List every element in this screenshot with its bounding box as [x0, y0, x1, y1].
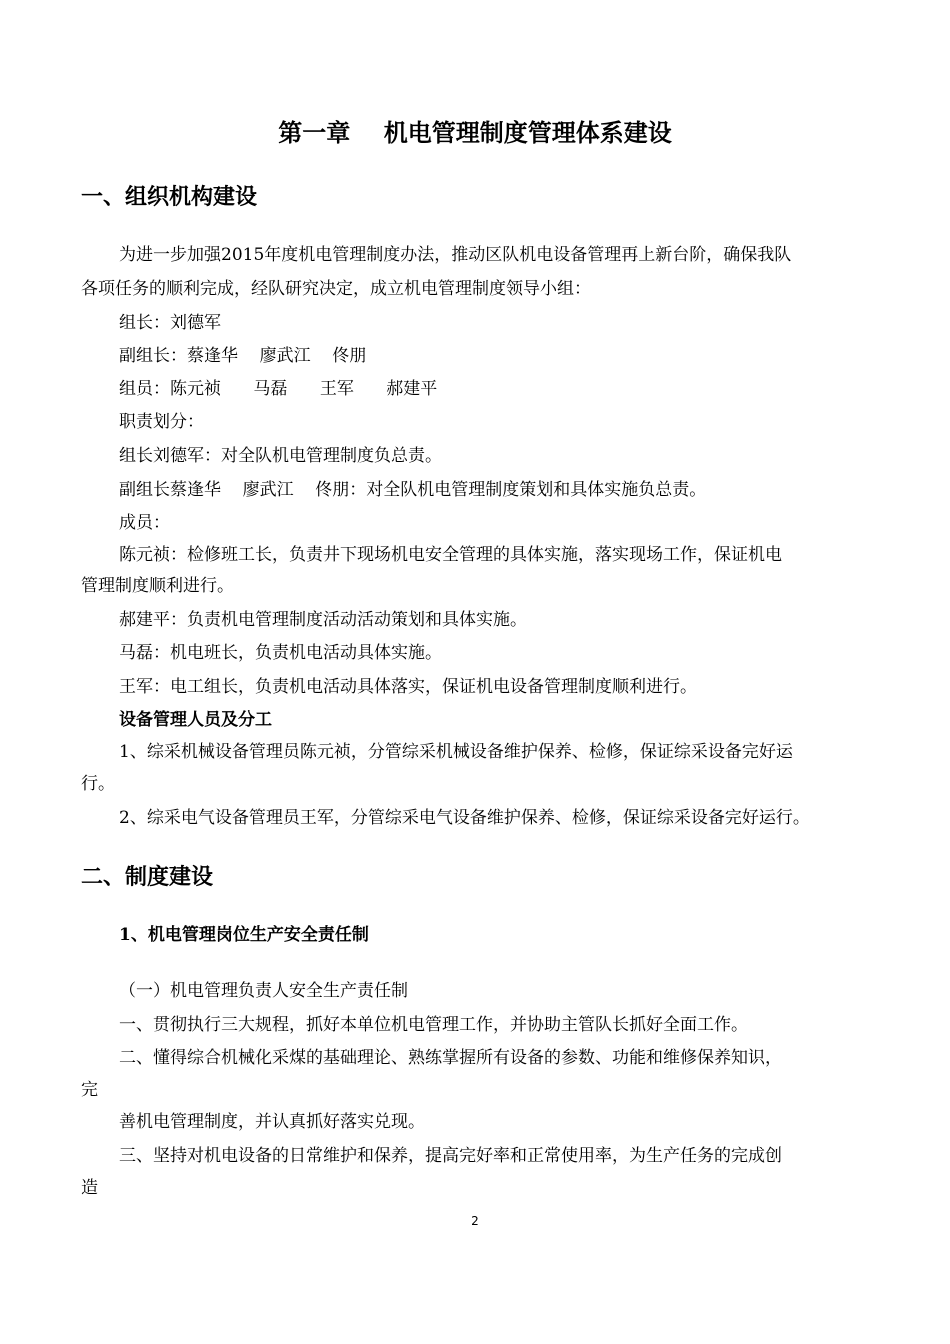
duty-wang: 王军：电工组长，负责机电活动具体落实，保证机电设备管理制度顺利进行。 — [119, 677, 697, 697]
group-leader: 组长：刘德军 — [119, 313, 221, 333]
equipment-management-heading: 设备管理人员及分工 — [119, 710, 272, 730]
equipment-item-2: 2、综采电气设备管理员王军，分管综采电气设备维护保养、检修，保证综采设备完好运行。 — [119, 808, 810, 828]
responsibility-item-3-line-1: 三、坚持对机电设备的日常维护和保养，提高完好率和正常使用率，为生产任务的完成创 — [119, 1146, 782, 1166]
section-heading-system: 二、制度建设 — [81, 864, 214, 890]
responsibility-item-3-line-2: 造 — [81, 1178, 98, 1198]
duty-chen-line-1: 陈元祯：检修班工长，负责井下现场机电安全管理的具体实施，落实现场工作，保证机电 — [119, 545, 782, 565]
section-heading-organization: 一、组织机构建设 — [81, 184, 258, 210]
page-number: 2 — [471, 1214, 479, 1228]
chapter-title: 第一章 机电管理制度管理体系建设 — [278, 118, 672, 147]
duty-chen-line-2: 管理制度顺利进行。 — [81, 576, 234, 596]
duty-hao: 郝建平：负责机电管理制度活动活动策划和具体实施。 — [119, 610, 527, 630]
sub-heading-responsibility: 1、机电管理岗位生产安全责任制 — [119, 925, 369, 945]
intro-paragraph-line-1: 为进一步加强2015年度机电管理制度办法，推动区队机电设备管理再上新台阶，确保我队 — [119, 245, 792, 265]
duty-leader: 组长刘德军：对全队机电管理制度负总责。 — [119, 446, 442, 466]
group-members: 组员：陈元祯 马磊 王军 郝建平 — [119, 379, 438, 399]
deputy-group-leaders: 副组长：蔡逢华 廖武江 佟朋 — [119, 346, 367, 366]
responsibility-item-2-line-3: 善机电管理制度，并认真抓好落实兑现。 — [119, 1112, 425, 1132]
responsibility-item-2-line-1: 二、懂得综合机械化采煤的基础理论、熟练掌握所有设备的参数、功能和维修保养知识， — [119, 1048, 782, 1068]
duty-division-label: 职责划分： — [119, 412, 204, 432]
duty-deputy-leaders: 副组长蔡逢华 廖武江 佟朋：对全队机电管理制度策划和具体实施负总责。 — [119, 480, 707, 500]
duty-ma: 马磊：机电班长，负责机电活动具体实施。 — [119, 643, 442, 663]
equipment-item-1-line-1: 1、综采机械设备管理员陈元祯，分管综采机械设备维护保养、检修，保证综采设备完好运 — [119, 742, 793, 762]
members-label: 成员： — [119, 513, 170, 533]
part-1-title: （一）机电管理负责人安全生产责任制 — [119, 981, 408, 1001]
equipment-item-1-line-2: 行。 — [81, 774, 115, 794]
responsibility-item-2-line-2: 完 — [81, 1080, 98, 1100]
intro-paragraph-line-2: 各项任务的顺利完成，经队研究决定，成立机电管理制度领导小组： — [81, 279, 591, 299]
responsibility-item-1: 一、贯彻执行三大规程，抓好本单位机电管理工作，并协助主管队长抓好全面工作。 — [119, 1015, 748, 1035]
